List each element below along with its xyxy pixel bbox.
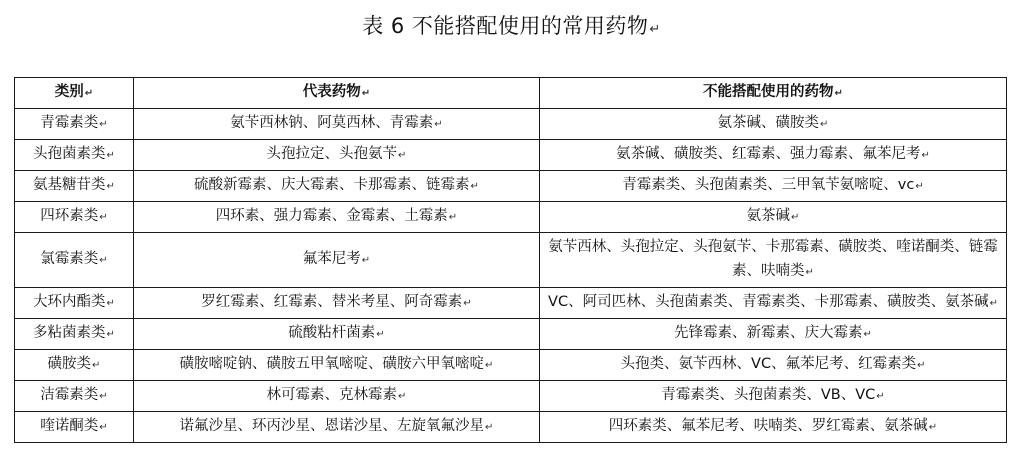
category-text: 氨基糖苷类	[33, 177, 106, 193]
cell-mark-icon: ↵	[463, 298, 472, 309]
cell-mark-icon: ↵	[99, 255, 108, 266]
cell-mark-icon: ↵	[106, 298, 115, 309]
representative-text: 林可霉素、克林霉素	[266, 387, 398, 403]
cell-mark-icon: ↵	[361, 88, 371, 99]
cell-mark-icon: ↵	[915, 181, 924, 192]
representative-cell	[134, 381, 540, 412]
representative-text: 头孢拉定、头孢氨苄	[266, 146, 398, 162]
incompatible-text: 青霉素类、头孢菌素类、VB、VC	[661, 387, 876, 403]
incompatible-text: 先锋霉素、新霉素、庆大霉素	[674, 325, 863, 341]
representative-text: 磺胺嘧啶钠、磺胺五甲氧嘧啶、磺胺六甲氧嘧啶	[179, 356, 485, 372]
table-row	[15, 319, 1007, 350]
cell-mark-icon: ↵	[398, 391, 407, 402]
cell-mark-icon: ↵	[863, 329, 872, 340]
incompatible-cell	[540, 350, 1007, 381]
incompatible-text: VC、阿司匹林、头孢菌素类、青霉素类、卡那霉素、磺胺类、氨茶碱	[548, 294, 989, 310]
category-text: 磺胺类	[47, 356, 92, 372]
table-row	[15, 140, 1007, 171]
cell-mark-icon: ↵	[917, 360, 926, 371]
incompatible-cell	[540, 233, 1007, 288]
table-row	[15, 381, 1007, 412]
category-cell	[15, 233, 134, 288]
table-row	[15, 412, 1007, 443]
cell-mark-icon: ↵	[84, 88, 94, 99]
table-row	[15, 171, 1007, 202]
representative-cell	[134, 412, 540, 443]
incompatible-cell	[540, 381, 1007, 412]
category-text: 青霉素类	[40, 115, 99, 131]
incompatible-text: 头孢类、氨苄西林、VC、氟苯尼考、红霉素类	[620, 356, 917, 372]
category-text: 洁霉素类	[40, 387, 99, 403]
table-row	[15, 109, 1007, 140]
category-text: 四环素类	[40, 208, 99, 224]
cell-mark-icon: ↵	[989, 298, 998, 309]
representative-cell	[134, 140, 540, 171]
representative-cell	[134, 109, 540, 140]
table-row	[15, 233, 1007, 288]
table-caption	[0, 12, 1023, 44]
cell-mark-icon: ↵	[99, 119, 108, 130]
category-cell	[15, 350, 134, 381]
cell-mark-icon: ↵	[99, 422, 108, 433]
representative-text: 硫酸新霉素、庆大霉素、卡那霉素、链霉素	[194, 177, 470, 193]
category-text: 氯霉素类	[40, 251, 99, 267]
representative-cell	[134, 202, 540, 233]
cell-mark-icon: ↵	[434, 119, 443, 130]
header-representative	[134, 78, 540, 109]
table-row	[15, 202, 1007, 233]
cell-mark-icon: ↵	[448, 212, 458, 223]
incompatible-cell	[540, 202, 1007, 233]
incompatible-cell	[540, 109, 1007, 140]
representative-cell	[134, 350, 540, 381]
representative-text: 诺氟沙星、环丙沙星、恩诺沙星、左旋氧氟沙星	[179, 418, 485, 434]
header-category	[15, 78, 134, 109]
representative-text: 氨苄西林钠、阿莫西林、青霉素	[230, 115, 434, 131]
incompatible-drugs-table	[14, 77, 1007, 443]
category-text: 喹诺酮类	[40, 418, 99, 434]
cell-mark-icon: ↵	[99, 212, 108, 223]
cell-mark-icon: ↵	[876, 391, 885, 402]
representative-cell	[134, 288, 540, 319]
header-representative-label: 代表药物	[302, 84, 361, 100]
incompatible-cell	[540, 288, 1007, 319]
header-incompatible	[540, 78, 1007, 109]
representative-text: 氟苯尼考	[302, 251, 361, 267]
incompatible-cell	[540, 171, 1007, 202]
cell-mark-icon: ↵	[928, 422, 938, 433]
category-cell	[15, 202, 134, 233]
incompatible-cell	[540, 412, 1007, 443]
category-cell	[15, 319, 134, 350]
caption-text: 表 6 不能搭配使用的常用药物	[362, 14, 649, 38]
representative-text: 四环素、强力霉素、金霉素、土霉素	[215, 208, 448, 224]
cell-mark-icon: ↵	[820, 119, 829, 130]
category-text: 头孢菌素类	[33, 146, 106, 162]
cell-mark-icon: ↵	[99, 391, 108, 402]
cell-mark-icon: ↵	[470, 181, 479, 192]
category-cell	[15, 381, 134, 412]
table-header-row	[15, 78, 1007, 109]
category-text: 大环内酯类	[33, 294, 106, 310]
cell-mark-icon: ↵	[485, 422, 494, 433]
category-cell	[15, 109, 134, 140]
incompatible-text: 氨茶碱、磺胺类	[717, 115, 820, 131]
incompatible-text: 氨茶碱	[746, 208, 791, 224]
cell-mark-icon: ↵	[398, 150, 407, 161]
cell-mark-icon: ↵	[376, 329, 385, 340]
incompatible-text: 四环素类、氟苯尼考、呋喃类、罗红霉素、氨茶碱	[608, 418, 928, 434]
paragraph-mark-icon: ↵	[649, 22, 661, 37]
cell-mark-icon: ↵	[791, 212, 800, 223]
table-row	[15, 350, 1007, 381]
cell-mark-icon: ↵	[106, 150, 115, 161]
cell-mark-icon: ↵	[92, 360, 101, 371]
incompatible-text: 青霉素类、头孢菌素类、三甲氧苄氨嘧啶、vc	[622, 177, 915, 193]
header-category-label: 类别	[54, 84, 84, 100]
incompatible-text: 氨苄西林、头孢拉定、头孢氨苄、卡那霉素、磺胺类、喹诺酮类、链霉素、呋喃类	[548, 239, 998, 279]
category-cell	[15, 412, 134, 443]
cell-mark-icon: ↵	[106, 329, 115, 340]
cell-mark-icon: ↵	[485, 360, 494, 371]
cell-mark-icon: ↵	[361, 255, 371, 266]
category-cell	[15, 171, 134, 202]
incompatible-cell	[540, 140, 1007, 171]
cell-mark-icon: ↵	[834, 88, 843, 99]
cell-mark-icon: ↵	[805, 267, 814, 278]
representative-text: 硫酸粘杆菌素	[288, 325, 376, 341]
representative-cell	[134, 233, 540, 288]
incompatible-text: 氨茶碱、磺胺类、红霉素、强力霉素、氟苯尼考	[616, 146, 921, 162]
cell-mark-icon: ↵	[921, 150, 930, 161]
incompatible-cell	[540, 319, 1007, 350]
category-cell	[15, 140, 134, 171]
representative-cell	[134, 171, 540, 202]
category-text: 多粘菌素类	[33, 325, 106, 341]
representative-text: 罗红霉素、红霉素、替米考星、阿奇霉素	[201, 294, 463, 310]
header-incompatible-label: 不能搭配使用的药物	[703, 84, 834, 100]
representative-cell	[134, 319, 540, 350]
category-cell	[15, 288, 134, 319]
table-row	[15, 288, 1007, 319]
cell-mark-icon: ↵	[106, 181, 115, 192]
